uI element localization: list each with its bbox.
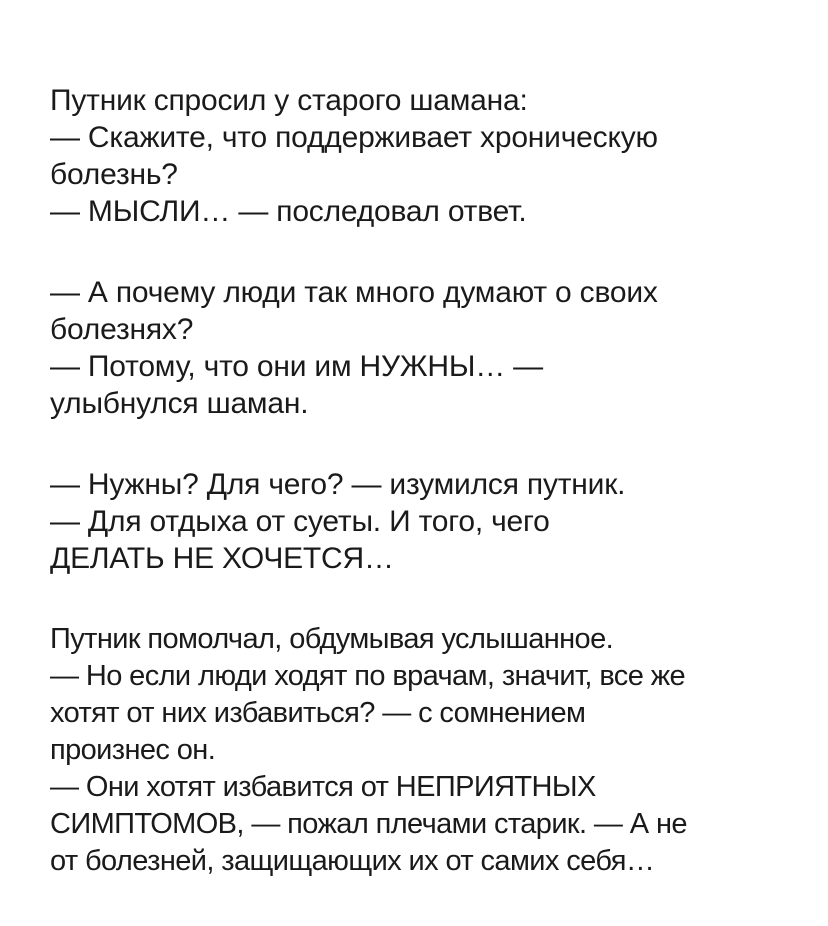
text-line: от болезней, защищающих их от самих себя… — [50, 845, 655, 877]
text-line: хотят от них избавиться? — с сомнением — [50, 697, 586, 729]
text-line: — А почему люди так много думают о своих — [50, 276, 658, 309]
text-line: улыбнулся шаман. — [50, 387, 309, 420]
text-line: — Для отдыха от суеты. И того, чего — [50, 505, 550, 538]
paragraph-question-three — [50, 466, 810, 577]
text-line: болезнях? — [50, 313, 194, 346]
paragraph-conclusion — [50, 621, 810, 880]
text-line: — Но если люди ходят по врачам, значит, все же — [50, 660, 686, 692]
story-text — [50, 82, 810, 924]
text-line: — МЫСЛИ… — последовал ответ. — [50, 195, 527, 228]
text-line: болезнь? — [50, 158, 178, 191]
paragraph-question-one — [50, 82, 810, 230]
paragraph-question-two — [50, 274, 810, 422]
text-line: ДЕЛАТЬ НЕ ХОЧЕТСЯ… — [50, 542, 394, 575]
text-line: — Нужны? Для чего? — изумился путник. — [50, 468, 626, 501]
text-line: — Они хотят избавится от НЕПРИЯТНЫХ — [50, 771, 596, 803]
text-line: СИМПТОМОВ, — пожал плечами старик. — А не — [50, 808, 687, 840]
text-line: — Потому, что они им НУЖНЫ… — — [50, 350, 543, 383]
text-line: Путник помолчал, обдумывая услышанное. — [50, 623, 614, 655]
text-line: Путник спросил у старого шамана: — [50, 84, 528, 117]
text-line: — Скажите, что поддерживает хроническую — [50, 121, 658, 154]
text-line: произнес он. — [50, 734, 216, 766]
